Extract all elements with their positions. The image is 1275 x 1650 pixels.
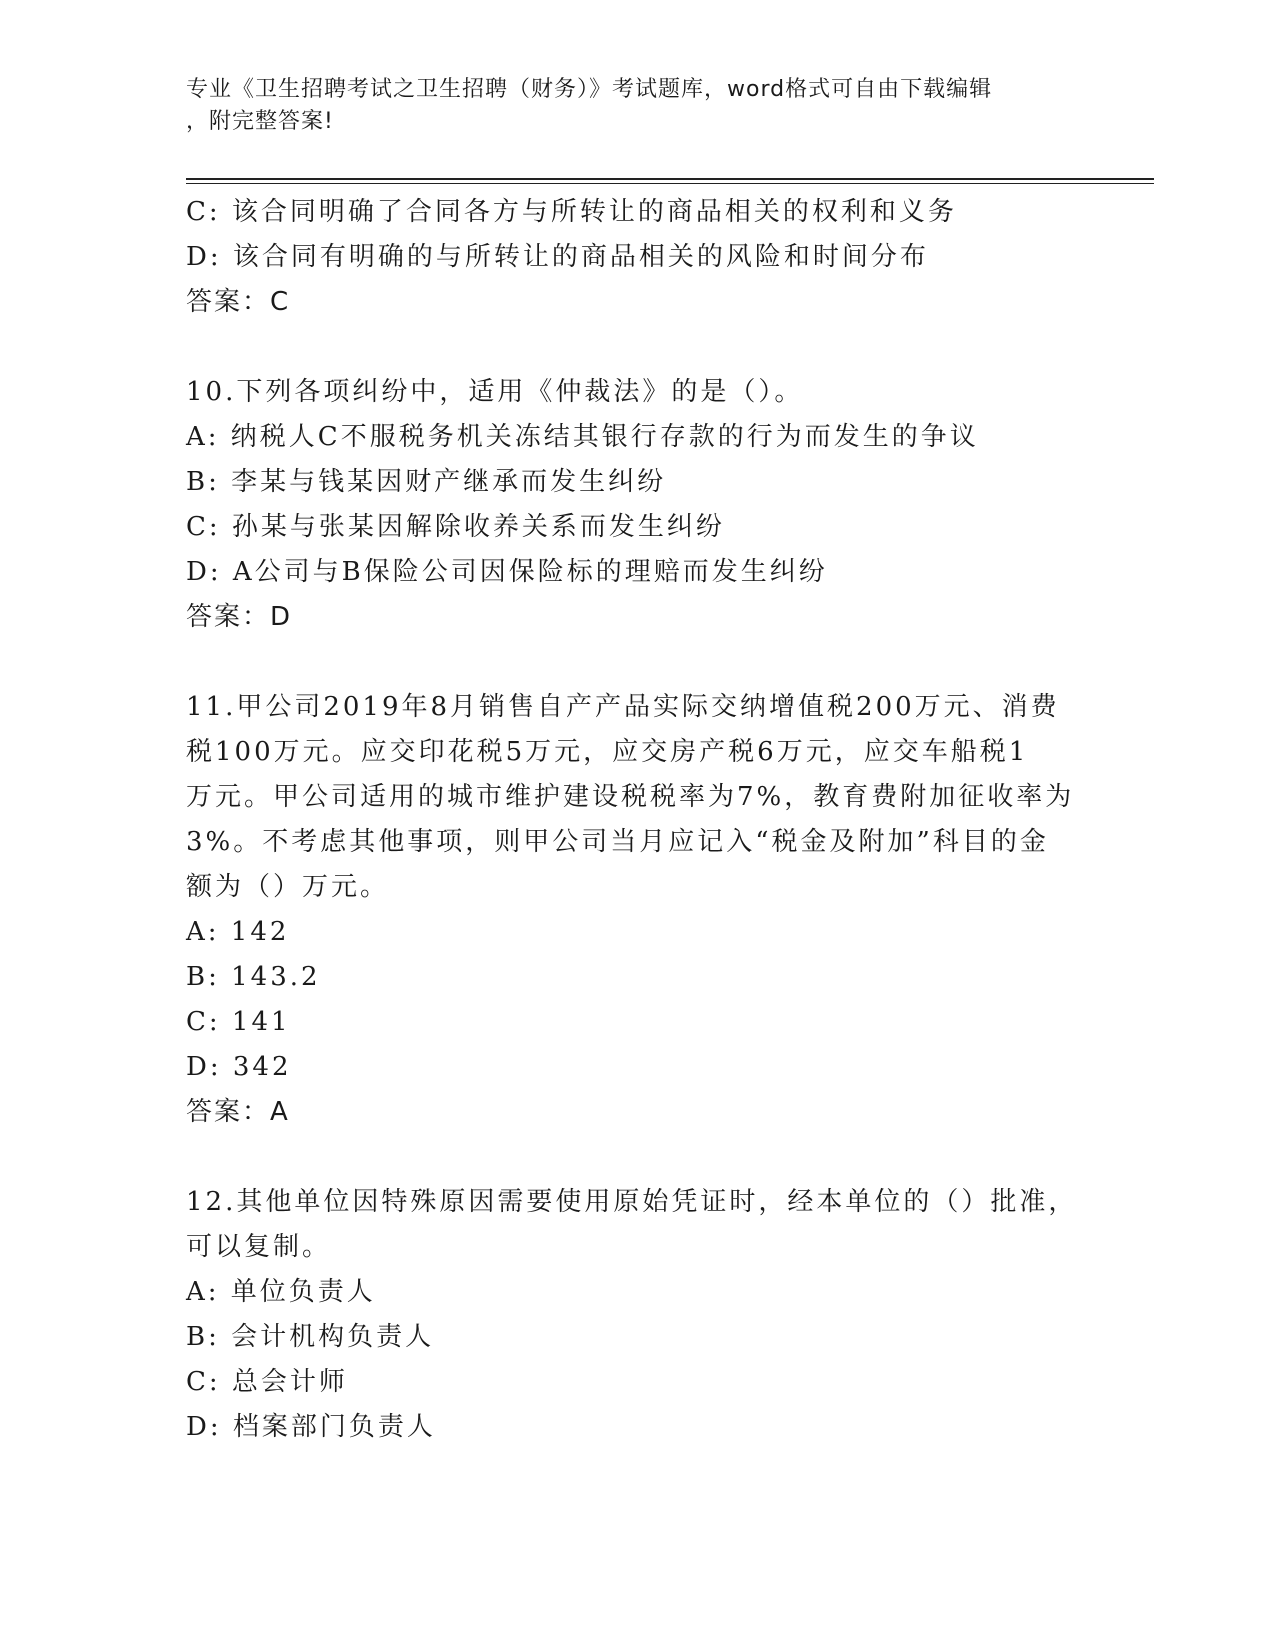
option-b: B: 143.2 bbox=[186, 962, 321, 992]
question-block-partial bbox=[186, 190, 1086, 325]
question-stem-line: 万元。甲公司适用的城市维护建设税税率为7%，教育费附加征收率为 bbox=[186, 782, 1075, 812]
header-line-2: ，附完整答案! bbox=[186, 109, 334, 134]
option-a: A: 纳税人C不服税务机关冻结其银行存款的行为而发生的争议 bbox=[186, 422, 979, 452]
question-stem-line: 12.其他单位因特殊原因需要使用原始凭证时，经本单位的（）批准， bbox=[186, 1187, 1078, 1217]
header-divider-thick bbox=[186, 178, 1154, 180]
answer-line: 答案：A bbox=[186, 1097, 290, 1127]
option-d: D: 342 bbox=[186, 1052, 292, 1082]
spacer bbox=[186, 325, 1086, 370]
question-stem-line: 税100万元。应交印花税5万元，应交房产税6万元，应交车船税1 bbox=[186, 737, 1029, 767]
option-b: B: 李某与钱某因财产继承而发生纠纷 bbox=[186, 467, 667, 497]
option-c: C: 孙某与张某因解除收养关系而发生纠纷 bbox=[186, 512, 725, 542]
question-stem-line: 可以复制。 bbox=[186, 1232, 332, 1262]
document-header bbox=[186, 74, 1066, 138]
option-a: A: 单位负责人 bbox=[186, 1277, 376, 1307]
question-stem: 10.下列各项纠纷中，适用《仲裁法》的是（）。 bbox=[186, 377, 804, 407]
option-a: A: 142 bbox=[186, 917, 290, 947]
question-block-10 bbox=[186, 370, 1086, 640]
header-divider-thin bbox=[186, 183, 1154, 184]
question-stem-line: 11.甲公司2019年8月销售自产产品实际交纳增值税200万元、消费 bbox=[186, 692, 1060, 722]
spacer bbox=[186, 640, 1086, 685]
spacer bbox=[186, 1135, 1086, 1180]
answer-line: 答案：C bbox=[186, 287, 291, 317]
option-c: C: 该合同明确了合同各方与所转让的商品相关的权利和义务 bbox=[186, 197, 957, 227]
option-d: D: A公司与B保险公司因保险标的理赔而发生纠纷 bbox=[186, 557, 828, 587]
option-d: D: 档案部门负责人 bbox=[186, 1412, 436, 1442]
header-line-1: 专业《卫生招聘考试之卫生招聘（财务）》考试题库，word格式可自由下载编辑 bbox=[186, 77, 993, 102]
answer-line: 答案：D bbox=[186, 602, 293, 632]
question-stem-line: 额为（）万元。 bbox=[186, 872, 390, 902]
option-c: C: 总会计师 bbox=[186, 1367, 348, 1397]
option-b: B: 会计机构负责人 bbox=[186, 1322, 435, 1352]
question-stem-line: 3%。不考虑其他事项，则甲公司当月应记入“税金及附加”科目的金 bbox=[186, 827, 1049, 857]
question-block-11 bbox=[186, 685, 1086, 1135]
option-c: C: 141 bbox=[186, 1007, 291, 1037]
question-block-12 bbox=[186, 1180, 1086, 1450]
option-d: D: 该合同有明确的与所转让的商品相关的风险和时间分布 bbox=[186, 242, 929, 272]
question-list bbox=[186, 190, 1086, 1450]
